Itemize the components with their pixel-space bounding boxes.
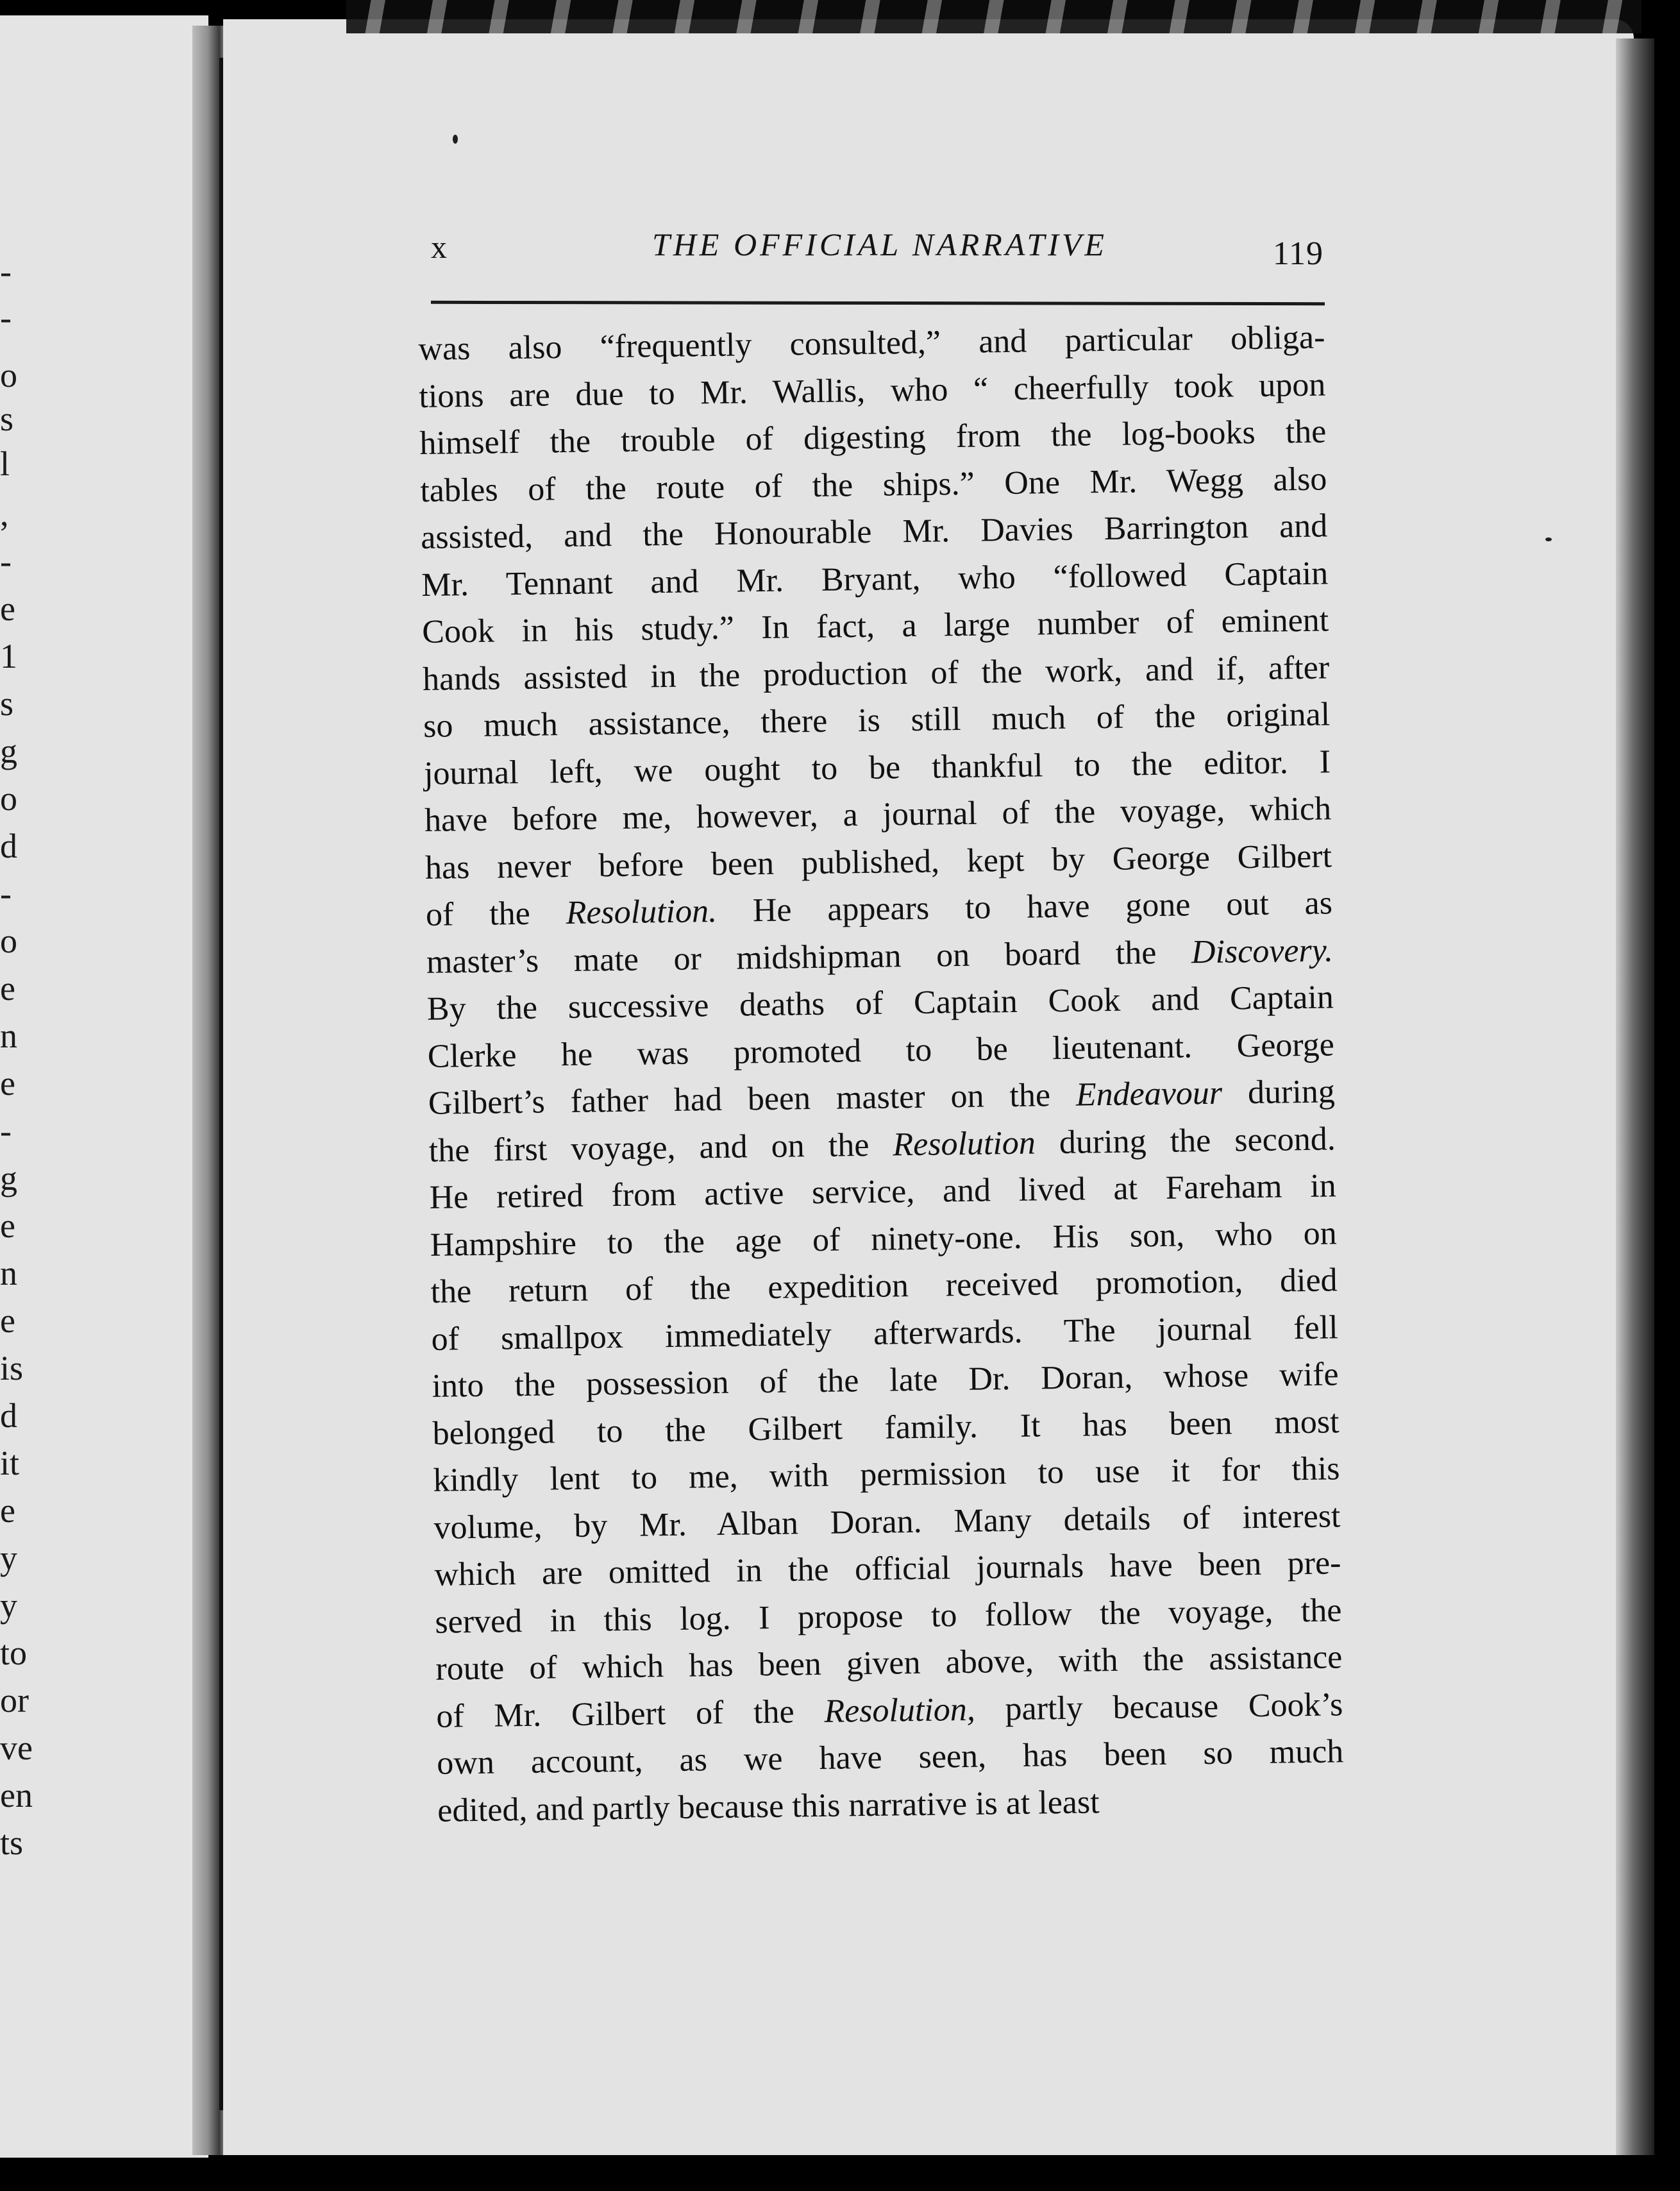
text-run: of smallpox immediately afterwards. The journal fell [431, 1308, 1338, 1358]
text-run: so much assistance, there is still much of the original [423, 696, 1331, 745]
text-run: Gilbert’s father had been master on the [428, 1076, 1077, 1122]
margin-letter: is [0, 1349, 24, 1387]
margin-letter: y [0, 1539, 17, 1577]
text-run: have before me, however, a journal of the voyage, which [424, 790, 1332, 839]
text-run: the first voyage, and on the [428, 1126, 893, 1169]
text-run: volume, by Mr. Alban Doran. Many details of interest [433, 1497, 1341, 1546]
margin-letter: 1 [0, 637, 17, 675]
left-page [0, 15, 208, 2158]
margin-letter: , [0, 495, 9, 533]
margin-letter: it [0, 1444, 20, 1482]
text-run: which are omitted in the official journals have been pre- [434, 1544, 1341, 1593]
text-run: Hampshire to the age of ninety-one. His son, who on [430, 1214, 1338, 1264]
text-run: the return of the expedition received promotion, died [430, 1262, 1338, 1310]
margin-letter: or [0, 1681, 29, 1720]
text-run: kindly lent to me, with permission to use it for this [433, 1450, 1340, 1499]
margin-letter: o [0, 922, 17, 960]
margin-letter: o [0, 356, 17, 394]
margin-letter: e [0, 1206, 15, 1245]
dust-speck [453, 135, 458, 144]
text-run: was also “frequently consulted,” and particular obliga- [418, 319, 1325, 368]
text-run: master’s mate or midshipman on board the [426, 933, 1192, 981]
running-title: THE OFFICIAL NARRATIVE [652, 226, 1107, 262]
margin-letter: e [0, 1491, 15, 1530]
margin-letter: - [0, 542, 12, 580]
page-edge-shadow [1616, 38, 1654, 2155]
text-run: during the second. [1035, 1120, 1336, 1162]
page-number: 119 [1272, 235, 1323, 272]
text-run: own account, as we have seen, has been so much [436, 1733, 1344, 1782]
margin-letter: - [0, 298, 12, 337]
text-run: tions are due to Mr. Wallis, who “ cheerfully took upon [419, 366, 1326, 415]
text-run: He retired from active service, and lived at Fareham in [429, 1167, 1337, 1216]
text-run: He appears to have gone out as [716, 884, 1333, 929]
text-run: assisted, and the Honourable Mr. Davies Barrington and [420, 507, 1328, 556]
margin-letter: n [0, 1017, 17, 1055]
margin-letter: - [0, 1112, 12, 1150]
binding-ornament [346, 0, 1642, 33]
text-run: Mr. Tennant and Mr. Bryant, who “followed Captain [421, 554, 1329, 604]
text-run: of the [425, 895, 566, 933]
margin-letter: e [0, 969, 15, 1008]
italic-ship-name: Endeavour [1075, 1074, 1223, 1113]
text-run: has never before been published, kept by George Gilbert [424, 837, 1332, 886]
text-run: By the successive deaths of Captain Cook and Captain [426, 979, 1334, 1028]
text-run: during [1222, 1073, 1336, 1112]
italic-ship-name: Resolution, [823, 1691, 976, 1730]
margin-letter: n [0, 1254, 17, 1292]
text-run: tables of the route of the ships.” One Mr. Wegg also [419, 460, 1327, 509]
text-run: himself the trouble of digesting from the log-books the [419, 413, 1327, 462]
text-run: into the possession of the late Dr. Doran, whose wife [432, 1356, 1339, 1405]
text-run: belonged to the Gilbert family. It has been most [432, 1403, 1340, 1452]
text-run: of Mr. Gilbert of the [436, 1693, 825, 1735]
margin-letter: e [0, 1064, 15, 1103]
dust-speck [1545, 537, 1552, 541]
text-run: edited, and partly because this narrative is at least [437, 1783, 1100, 1829]
margin-letter: d [0, 1396, 17, 1435]
chapter-numeral: x [431, 229, 447, 265]
text-run: Cook in his study.” In fact, a large number of eminent [421, 602, 1329, 650]
italic-ship-name: Resolution [893, 1124, 1036, 1163]
margin-letter: s [0, 684, 14, 723]
margin-letter: ve [0, 1729, 33, 1767]
margin-letter: e [0, 1301, 15, 1340]
margin-letter: o [0, 779, 17, 818]
margin-letter: l [0, 444, 10, 483]
margin-letter: y [0, 1586, 17, 1625]
text-run: journal left, we ought to be thankful to the editor. I [423, 743, 1331, 792]
margin-letter: e [0, 589, 15, 628]
margin-letter: - [0, 874, 12, 913]
text-run: hands assisted in the production of the work, and if, after [422, 648, 1330, 698]
margin-letter: to [0, 1634, 28, 1672]
margin-letter: g [0, 1159, 17, 1197]
margin-letter: s [0, 400, 14, 438]
margin-letter: ts [0, 1823, 24, 1862]
margin-letter: d [0, 827, 17, 865]
running-head [431, 226, 1329, 277]
text-run: Clerke he was promoted to be lieutenant. George [427, 1026, 1335, 1075]
italic-ship-name: Discovery. [1191, 931, 1334, 970]
margin-letter: en [0, 1776, 33, 1815]
margin-letter: g [0, 732, 17, 770]
text-run: partly because Cook’s [975, 1686, 1343, 1728]
text-run: served in this log. I propose to follow the voyage, the [435, 1591, 1342, 1641]
text-run: route of which has been given above, with the assistance [435, 1639, 1343, 1688]
margin-letter: - [0, 252, 12, 291]
italic-ship-name: Resolution. [566, 892, 718, 932]
body-text [418, 314, 1345, 1834]
